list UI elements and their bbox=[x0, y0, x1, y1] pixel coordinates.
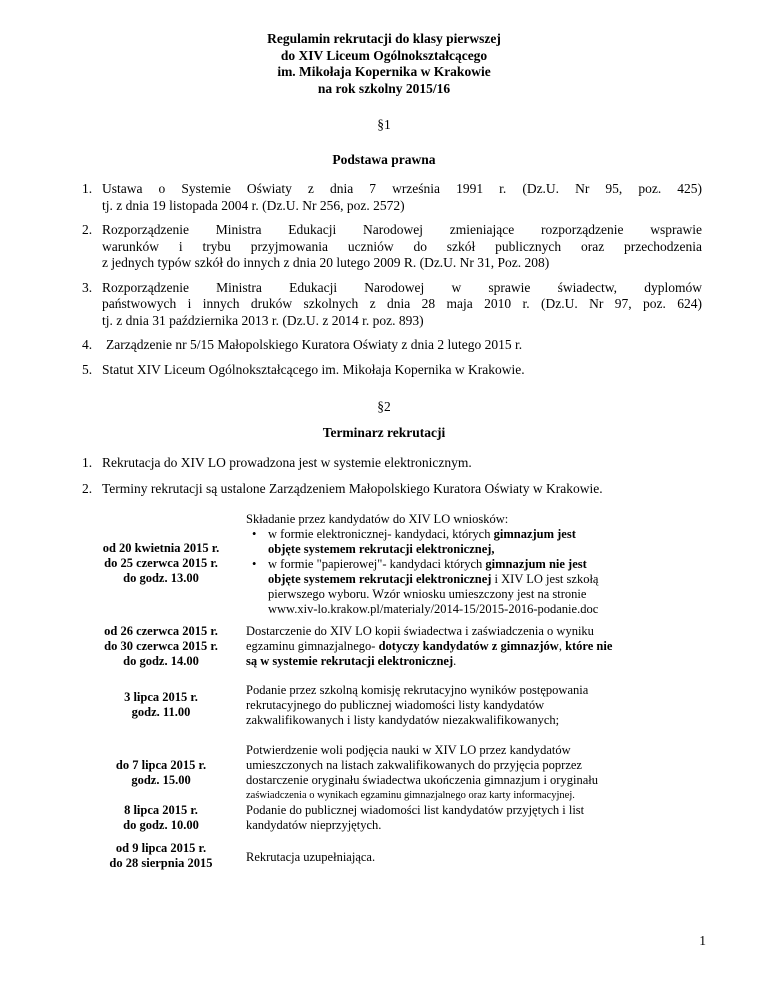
date-line: do 30 czerwca 2015 r. bbox=[104, 639, 218, 653]
desc-line: dostarczenie oryginału świadectwa ukończenia gimnazjum i oryginału bbox=[246, 773, 598, 787]
date-line: od 26 czerwca 2015 r. bbox=[104, 624, 218, 638]
list-item bbox=[82, 222, 702, 272]
date-line: do godz. 10.00 bbox=[123, 818, 199, 832]
title-line: do XIV Liceum Ogólnokształcącego bbox=[280, 47, 488, 63]
item-text: Rekrutacja do XIV LO prowadzona jest w systemie elektronicznym. bbox=[102, 455, 472, 470]
schedule-date bbox=[82, 841, 240, 871]
section-heading-schedule: Terminarz rekrutacji bbox=[322, 425, 446, 440]
desc-line: Składanie przez kandydatów do XIV LO wniosków: bbox=[246, 512, 509, 526]
section-heading-legal-basis: Podstawa prawna bbox=[332, 152, 436, 167]
schedule-date bbox=[82, 624, 240, 669]
item-text: Zarządzenie nr 5/15 Małopolskiego Kuratora Oświaty z dnia 2 lutego 2015 r. bbox=[106, 337, 523, 352]
document-title bbox=[0, 31, 768, 97]
list-item bbox=[82, 280, 702, 330]
title-line: na rok szkolny 2015/16 bbox=[317, 80, 451, 96]
desc-line-small: zaświadczenia o wynikach egzaminu gimnazjalnego oraz karty informacyjnej. bbox=[246, 790, 575, 801]
schedule-description bbox=[246, 850, 702, 865]
bullet-icon: • bbox=[252, 557, 257, 571]
date-line: od 9 lipca 2015 r. bbox=[115, 841, 207, 855]
schedule-description bbox=[246, 683, 702, 728]
item-text: Rozporządzenie Ministra Edukacji Narodowej w sprawie świadectw, dyplomów bbox=[102, 279, 702, 295]
date-line: 8 lipca 2015 r. bbox=[124, 803, 198, 817]
schedule-date bbox=[82, 758, 240, 788]
date-line: 3 lipca 2015 r. bbox=[124, 690, 198, 704]
desc-line: umieszczonych na listach zakwalifikowanych do przyjęcia poprzez bbox=[246, 758, 582, 772]
date-line: do 28 sierpnia 2015 bbox=[109, 856, 213, 870]
page-number: 1 bbox=[699, 933, 706, 948]
item-number: 2. bbox=[82, 222, 93, 237]
item-text: państwowych i innych druków szkolnych z dnia 28 maja 2010 r. (Dz.U. Nr 97, poz. 624) bbox=[102, 296, 702, 311]
schedule-table bbox=[82, 512, 702, 892]
bullet-item: • w formie elektronicznej- kandydaci, których gimnazjum jest objęte systemem rekrutacji elektronicznej, bbox=[252, 527, 576, 556]
schedule-date bbox=[82, 541, 240, 586]
desc-line: Potwierdzenie woli podjęcia nauki w XIV LO przez kandydatów bbox=[246, 743, 571, 757]
schedule-intro-list bbox=[82, 455, 702, 497]
item-text: warunków i trybu przyjmowania uczniów do szkół publicznych oraz przechodzenia bbox=[102, 238, 702, 254]
bullet-icon: • bbox=[252, 527, 257, 541]
item-number: 4. bbox=[82, 337, 93, 352]
schedule-date bbox=[82, 803, 240, 833]
item-number: 1. bbox=[82, 181, 93, 196]
list-item bbox=[82, 181, 702, 214]
list-item bbox=[82, 337, 702, 354]
item-number: 1. bbox=[82, 455, 93, 470]
bullet-item: • w formie "papierowej"- kandydaci których gimnazjum nie jest objęte systemem rekrutacji elektronicznej i XIV LO jest szkołą pierwszego wyboru. Wzór wniosku umieszczony jest na stronie bbox=[252, 557, 599, 601]
url-line: www.xiv-lo.krakow.pl/materialy/2014-15/2015-2016-podanie.doc bbox=[268, 602, 599, 616]
schedule-description bbox=[246, 803, 702, 833]
date-line: do godz. 13.00 bbox=[123, 571, 199, 585]
desc-line: Dostarczenie do XIV LO kopii świadectwa i zaświadczenia o wyniku bbox=[246, 624, 594, 638]
date-line: do 25 czerwca 2015 r. bbox=[104, 556, 218, 570]
date-line: godz. 11.00 bbox=[131, 705, 191, 719]
desc-line: Rekrutacja uzupełniająca. bbox=[246, 850, 376, 864]
legal-basis-list bbox=[82, 181, 702, 378]
item-text: Rozporządzenie Ministra Edukacji Narodowej zmieniające rozporządzenie wsprawie bbox=[102, 222, 702, 237]
item-number: 2. bbox=[82, 480, 93, 496]
item-text: Terminy rekrutacji są ustalone Zarządzeniem Małopolskiego Kuratora Oświaty w Krakowie. bbox=[102, 480, 603, 496]
desc-line: egzaminu gimnazjalnego- dotyczy kandydatów z gimnazjów, które nie bbox=[246, 639, 613, 653]
desc-line: Podanie do publicznej wiadomości list kandydatów przyjętych i list bbox=[246, 803, 585, 817]
item-text: Ustawa o Systemie Oświaty z dnia 7 września 1991 r. (Dz.U. Nr 95, poz. 425) bbox=[102, 181, 702, 196]
date-line: godz. 15.00 bbox=[131, 773, 191, 787]
item-text: z jednych typów szkół do innych z dnia 20 lutego 2009 R. (Dz.U. Nr 31, Poz. 208) bbox=[102, 255, 550, 270]
section-symbol-2: §2 bbox=[377, 399, 391, 414]
desc-line: kandydatów nieprzyjętych. bbox=[246, 818, 382, 832]
date-line: do godz. 14.00 bbox=[123, 654, 199, 668]
schedule-description bbox=[246, 624, 702, 669]
list-item bbox=[82, 455, 702, 472]
section-symbol-1: §1 bbox=[377, 117, 391, 132]
schedule-date bbox=[82, 690, 240, 720]
schedule-description bbox=[246, 743, 702, 803]
title-line: Regulamin rekrutacji do klasy pierwszej bbox=[267, 31, 501, 46]
item-text: tj. z dnia 31 października 2013 r. (Dz.U. z 2014 r. poz. 893) bbox=[102, 312, 424, 328]
title-line: im. Mikołaja Kopernika w Krakowie bbox=[277, 64, 491, 79]
item-number: 5. bbox=[82, 361, 93, 377]
item-number: 3. bbox=[82, 279, 93, 295]
item-text: tj. z dnia 19 listopada 2004 r. (Dz.U. Nr 256, poz. 2572) bbox=[102, 197, 405, 213]
date-line: do 7 lipca 2015 r. bbox=[115, 758, 207, 772]
item-text: Statut XIV Liceum Ogólnokształcącego im. Mikołaja Kopernika w Krakowie. bbox=[102, 361, 525, 377]
list-item bbox=[82, 481, 702, 498]
desc-line: Podanie przez szkolną komisję rekrutacyjno wyników postępowania bbox=[246, 683, 589, 697]
desc-line: są w systemie rekrutacji elektronicznej. bbox=[246, 654, 457, 668]
list-item bbox=[82, 362, 702, 379]
desc-line: zakwalifikowanych i listy kandydatów niezakwalifikowanych; bbox=[246, 713, 560, 727]
date-line: od 20 kwietnia 2015 r. bbox=[102, 541, 220, 555]
schedule-description bbox=[246, 512, 702, 617]
desc-line: rekrutacyjnego do publicznej wiadomości listy kandydatów bbox=[246, 698, 545, 712]
